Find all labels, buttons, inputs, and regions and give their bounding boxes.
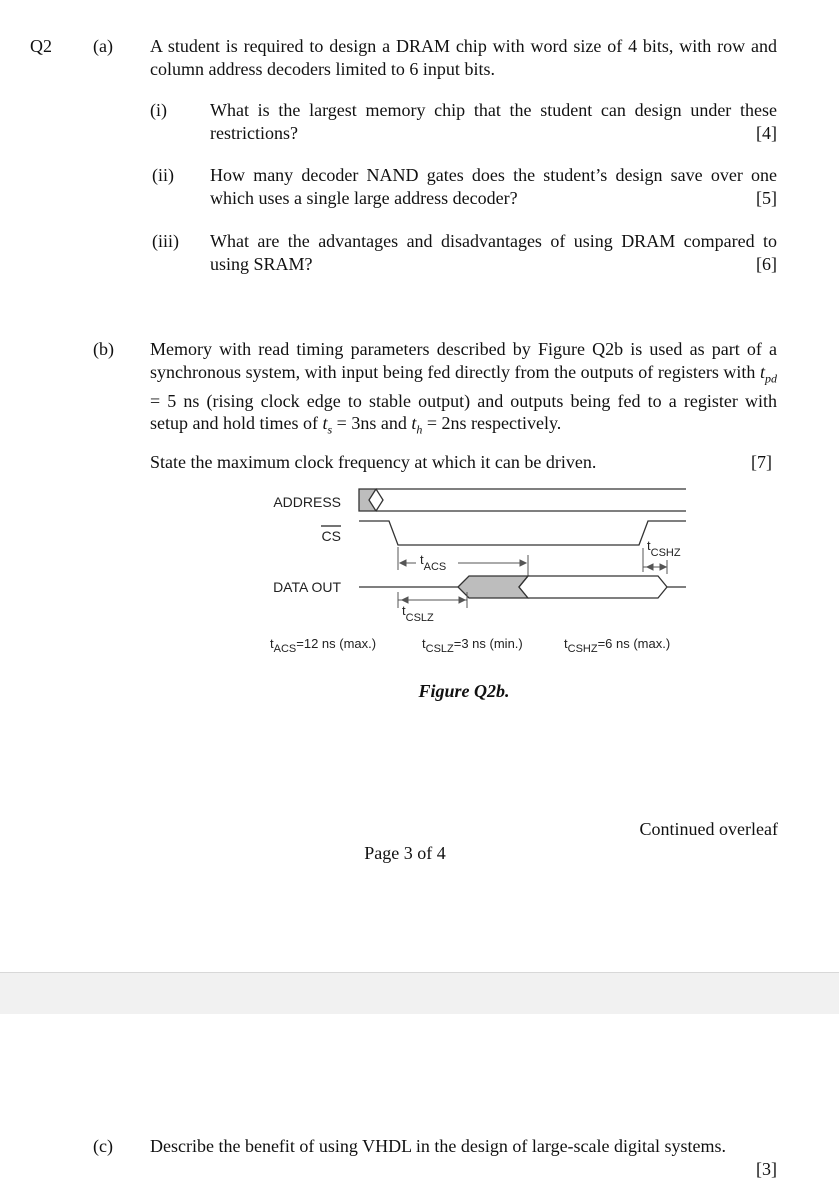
subpart-iii-text: What are the advantages and disadvantages of using DRAM compared to using SRAM? bbox=[210, 231, 777, 274]
subpart-ii-marks: [5] bbox=[756, 188, 777, 208]
data-out-waveform bbox=[359, 576, 686, 598]
subpart-ii-label: (ii) bbox=[152, 165, 174, 185]
part-c-text: Describe the benefit of using VHDL in the design of large-scale digital systems. bbox=[150, 1136, 727, 1156]
part-b-question: State the maximum clock frequency at which it can be driven. bbox=[150, 452, 597, 472]
tacs-label: $t_{ACS}$ bbox=[420, 552, 447, 573]
subpart-iii-label: (iii) bbox=[152, 231, 179, 251]
signal-label-address: ADDRESS bbox=[273, 494, 341, 510]
tcslz-arrow bbox=[398, 592, 467, 608]
part-a-label: (a) bbox=[93, 36, 113, 56]
tcslz-label: $t_{CSLZ}$ bbox=[402, 603, 434, 624]
page-separator bbox=[0, 972, 839, 1015]
part-a-stem: A student is required to design a DRAM chip with word size of 4 bits, with row and column address decoders limited to 6 input bits. bbox=[150, 36, 777, 79]
tacs-arrow bbox=[398, 547, 528, 576]
tcshz-label: $t_{CSHZ}$ bbox=[647, 538, 681, 559]
continued-overleaf: Continued overleaf bbox=[639, 819, 778, 839]
signal-label-data-out: DATA OUT bbox=[273, 579, 341, 595]
subpart-i-label: (i) bbox=[150, 100, 167, 120]
address-waveform bbox=[359, 489, 686, 511]
subpart-i-marks: [4] bbox=[756, 123, 777, 143]
part-b-label: (b) bbox=[93, 339, 114, 359]
part-b-marks: [7] bbox=[751, 452, 772, 472]
signal-label-cs: CS bbox=[321, 528, 341, 544]
param-tcshz: $t_{CSHZ}=6$ ns (max.) bbox=[564, 636, 671, 655]
subpart-iii-marks: [6] bbox=[756, 254, 777, 274]
param-tacs: $t_{ACS}=12$ ns (max.) bbox=[270, 636, 377, 655]
page-number: Page 3 of 4 bbox=[364, 843, 446, 863]
subpart-i-text: What is the largest memory chip that the student can design under these restrictions? bbox=[210, 100, 777, 143]
part-c-label: (c) bbox=[93, 1136, 113, 1156]
timing-diagram bbox=[0, 480, 839, 670]
figure-caption: Figure Q2b. bbox=[418, 681, 510, 701]
param-tcslz: $t_{CSLZ}=3$ ns (min.) bbox=[422, 636, 523, 655]
subpart-ii-text: How many decoder NAND gates does the student’s design save over one which uses a single large address decoder? bbox=[210, 165, 777, 208]
exam-page-4 bbox=[0, 1014, 839, 1188]
question-number: Q2 bbox=[30, 36, 52, 56]
part-b-paragraph: Memory with read timing parameters described by Figure Q2b is used as part of a synchronous system, with input being fed directly from the outputs of registers with $t_{pd} = 5$ ns (rising clock edge to stable output) and outputs being fed to a register with setup and hold times of $t_s = 3ns$ and $t_h = 2ns$ respectively. bbox=[150, 339, 777, 437]
cs-waveform bbox=[359, 521, 686, 545]
part-c-marks: [3] bbox=[756, 1159, 777, 1179]
